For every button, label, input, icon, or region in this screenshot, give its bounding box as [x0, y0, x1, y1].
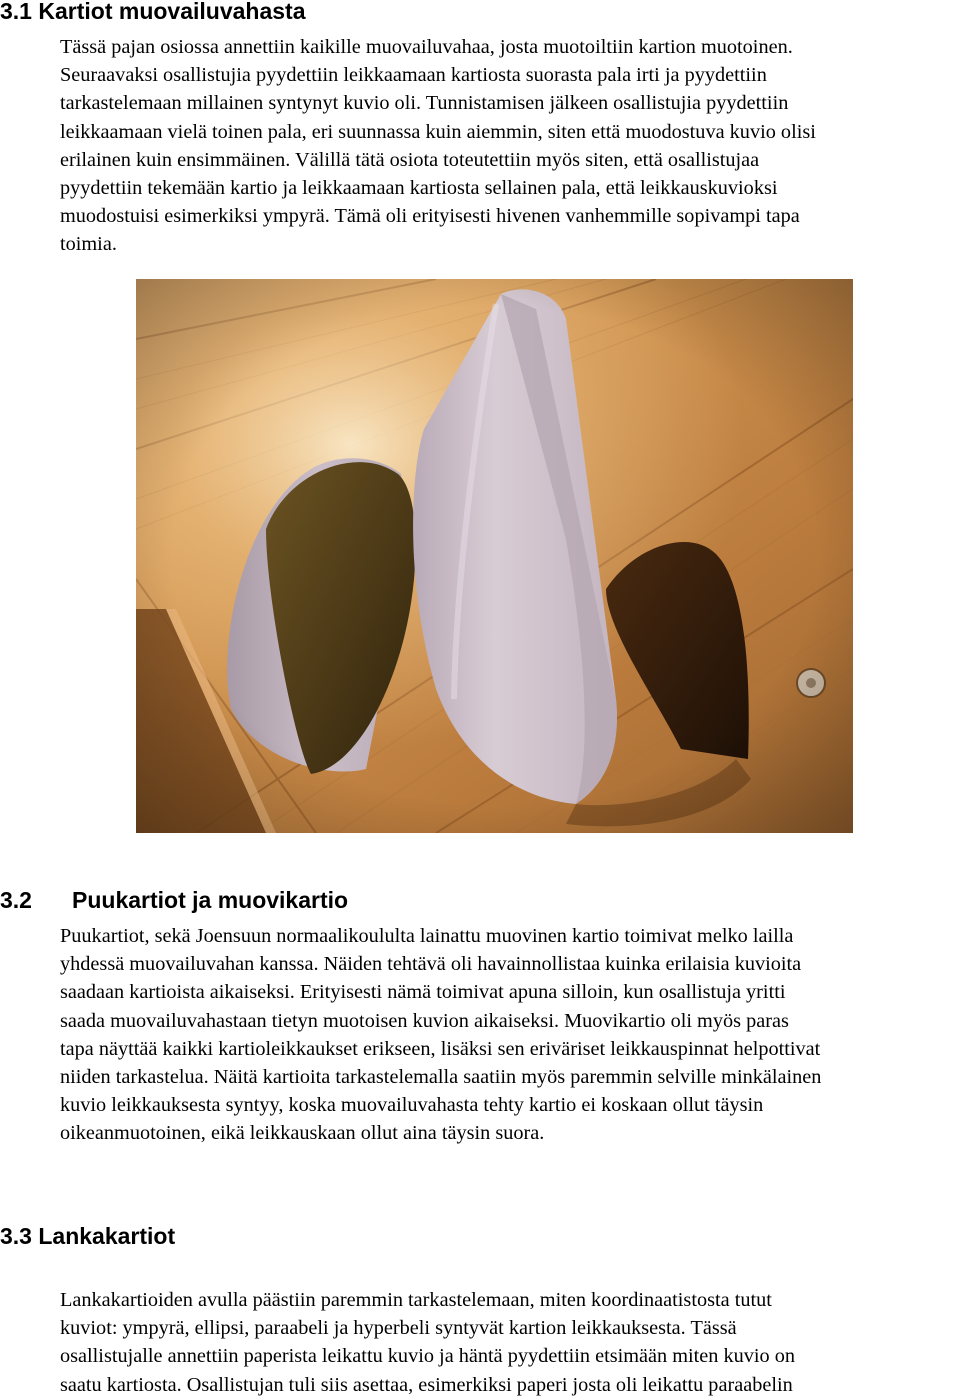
paragraph-line: saadaan kartioista aikaiseksi. Erityisesti nämä toimivat apuna silloin, kun osallistuja yritti [60, 981, 786, 1004]
paragraph-line: Puukartiot, sekä Joensuun normaalikoululta lainattu muovinen kartio toimivat melko lailla [60, 925, 794, 947]
paragraph-line: leikkaamaan vielä toinen pala, eri suunnassa kuin aiemmin, siten että muodostuva kuvio olisi [60, 120, 816, 143]
paragraph-line: osallistujalle annettiin paperista leikattu kuvio ja häntä pyydettiin etsimään miten kuvio on [60, 1345, 796, 1368]
section-heading-3-3: 3.3 Lankakartiot [0, 1223, 176, 1249]
paragraph-line: toimia. [60, 233, 117, 256]
paragraph-line: Seuraavaksi osallistujia pyydettiin leikkaamaan kartiosta suorasta pala irti ja pyydettiin [60, 64, 767, 87]
paragraph-line: Lankakartioiden avulla päästiin paremmin tarkastelemaan, miten koordinaatistosta tutut [60, 1289, 772, 1311]
paragraph-line: Tässä pajan osiossa annettiin kaikille muovailuvahaa, josta muotoiltiin kartion muotoinen. [60, 36, 793, 58]
section-number: 3.2 [0, 887, 32, 913]
section-heading-3-1: 3.1 Kartiot muovailuvahasta [0, 0, 306, 24]
paragraph-line: erilainen kuin ensimmäinen. Välillä tätä osiota toteutettiin myös siten, että osallistujaa [60, 148, 760, 171]
section-paragraph-3-3 [60, 1286, 795, 1399]
section-paragraph-3-1 [60, 33, 816, 259]
photo-drawing [136, 279, 853, 833]
section-heading-3-2 [0, 886, 348, 914]
photo-clay-cones [136, 279, 853, 833]
section-paragraph-3-2 [60, 922, 821, 1148]
paragraph-line: kuviot: ympyrä, ellipsi, paraabeli ja hyperbeli syntyvät kartion leikkauksesta. Tässä [60, 1317, 737, 1340]
paragraph-line: saatu kartiosta. Osallistujan tuli siis asettaa, esimerkiksi paperi josta oli leikattu paraabelin [60, 1373, 793, 1396]
paragraph-line: saada muovailuvahastaan tietyn muotoisen kuvion aikaiseksi. Muovikartio oli myös paras [60, 1009, 789, 1032]
paragraph-line: tapa näyttää kaikki kartioleikkaukset erikseen, lisäksi sen eriväriset leikkauspinnat helpottivat [60, 1037, 821, 1060]
paragraph-line: yhdessä muovailuvahan kanssa. Näiden tehtävä oli havainnollistaa kuinka erilaisia kuvioita [60, 953, 802, 976]
paragraph-line: pyydettiin tekemään kartio ja leikkaamaan kartiosta sellainen pala, että leikkauskuvioksi [60, 177, 778, 200]
paragraph-line: tarkastelemaan millainen syntynyt kuvio oli. Tunnistamisen jälkeen osallistujia pyydettiin [60, 92, 789, 115]
paragraph-line: muodostuisi esimerkiksi ympyrä. Tämä oli erityisesti hivenen vanhemmille sopivampi tapa [60, 205, 800, 228]
paragraph-line: kuvio leikkauksesta syntyy, koska muovailuvahasta tehty kartio ei koskaan ollut täysin [60, 1094, 764, 1117]
paragraph-line: niiden tarkastelua. Näitä kartioita tarkastelemalla saatiin myös paremmin selville minkälainen [60, 1066, 822, 1089]
section-title: Puukartiot ja muovikartio [72, 887, 349, 913]
paragraph-line: oikeanmuotoinen, eikä leikkauskaan ollut aina täysin suora. [60, 1122, 545, 1145]
